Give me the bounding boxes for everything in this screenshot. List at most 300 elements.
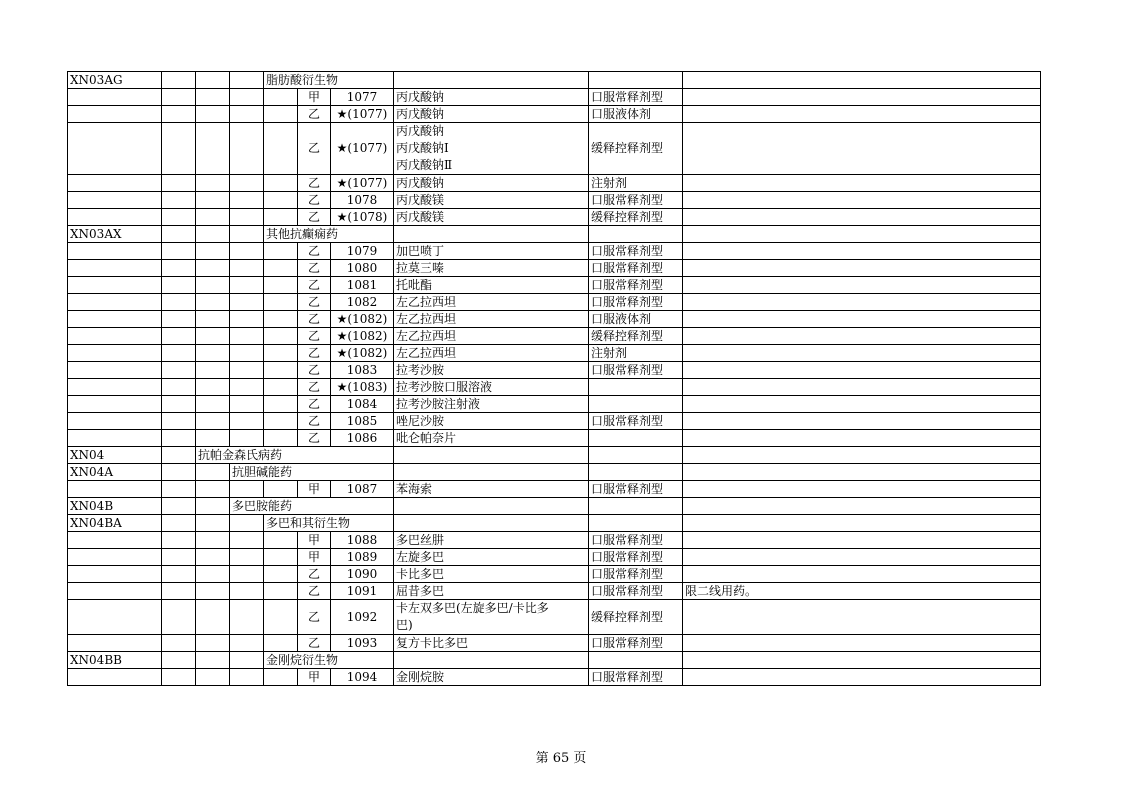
- number-cell: 1083: [331, 362, 394, 379]
- level-cell: [230, 226, 264, 243]
- level-cell: [230, 379, 264, 396]
- code-cell: [68, 192, 162, 209]
- class-cell: 乙: [298, 260, 331, 277]
- level-cell: [230, 549, 264, 566]
- note: [683, 396, 1041, 413]
- number-cell: 1078: [331, 192, 394, 209]
- level-cell: [196, 669, 230, 686]
- drug-row: [68, 328, 1041, 345]
- number-cell: 1088: [331, 532, 394, 549]
- level-cell: [264, 669, 298, 686]
- number-cell: 1079: [331, 243, 394, 260]
- level-cell: [162, 669, 196, 686]
- level-cell: [264, 192, 298, 209]
- note: [683, 430, 1041, 447]
- drug-name: 吡仑帕奈片: [394, 430, 589, 447]
- level-cell: [230, 600, 264, 635]
- drug-name: 左乙拉西坦: [394, 311, 589, 328]
- drug-name: 丙戊酸钠: [394, 175, 589, 192]
- code-cell: XN04: [68, 447, 162, 464]
- dosage-form: [589, 379, 683, 396]
- code-cell: XN04BB: [68, 652, 162, 669]
- level-cell: [162, 635, 196, 652]
- level-cell: [162, 396, 196, 413]
- drug-name-cell: [394, 498, 589, 515]
- level-cell: [196, 549, 230, 566]
- code-cell: [68, 328, 162, 345]
- note: 限二线用药。: [683, 583, 1041, 600]
- level-cell: [196, 652, 230, 669]
- level-cell: [196, 532, 230, 549]
- drug-name: 复方卡比多巴: [394, 635, 589, 652]
- note: [683, 328, 1041, 345]
- drug-name: 苯海索: [394, 481, 589, 498]
- level-cell: [230, 481, 264, 498]
- class-cell: 乙: [298, 345, 331, 362]
- code-cell: [68, 413, 162, 430]
- drug-row: [68, 362, 1041, 379]
- drug-row: [68, 294, 1041, 311]
- level-cell: [264, 106, 298, 123]
- level-cell: [264, 175, 298, 192]
- number-cell: 1094: [331, 669, 394, 686]
- dosage-form: 缓释控释剂型: [589, 209, 683, 226]
- level-cell: [264, 277, 298, 294]
- level-cell: [230, 345, 264, 362]
- level-cell: [162, 89, 196, 106]
- level-cell: [162, 311, 196, 328]
- drug-name: 托吡酯: [394, 277, 589, 294]
- level-cell: [230, 635, 264, 652]
- drug-row: [68, 192, 1041, 209]
- drug-row: [68, 635, 1041, 652]
- level-cell: [162, 175, 196, 192]
- code-cell: XN04A: [68, 464, 162, 481]
- note: [683, 345, 1041, 362]
- code-cell: [68, 106, 162, 123]
- dosage-form: 口服常释剂型: [589, 566, 683, 583]
- level-cell: [162, 277, 196, 294]
- class-cell: 甲: [298, 549, 331, 566]
- level-cell: [196, 209, 230, 226]
- dosage-form: 口服常释剂型: [589, 669, 683, 686]
- category-name: 多巴和其衍生物: [264, 515, 394, 532]
- level-cell: [196, 89, 230, 106]
- note: [683, 243, 1041, 260]
- category-name: 抗胆碱能药: [230, 464, 394, 481]
- number-cell: 1091: [331, 583, 394, 600]
- code-cell: [68, 396, 162, 413]
- drug-name-cell: [394, 226, 589, 243]
- level-cell: [264, 600, 298, 635]
- category-row: [68, 498, 1041, 515]
- drug-row: [68, 669, 1041, 686]
- level-cell: [162, 430, 196, 447]
- level-cell: [162, 379, 196, 396]
- code-cell: XN04B: [68, 498, 162, 515]
- level-cell: [162, 532, 196, 549]
- dosage-form: 口服常释剂型: [589, 481, 683, 498]
- class-cell: 乙: [298, 277, 331, 294]
- dosage-form: 口服液体剂: [589, 106, 683, 123]
- code-cell: XN04BA: [68, 515, 162, 532]
- level-cell: [162, 294, 196, 311]
- note: [683, 669, 1041, 686]
- note: [683, 209, 1041, 226]
- drug-catalog-table: [67, 71, 1041, 686]
- category-name: 其他抗癫痫药: [264, 226, 394, 243]
- drug-name: 拉考沙胺注射液: [394, 396, 589, 413]
- drug-row: [68, 549, 1041, 566]
- code-cell: [68, 277, 162, 294]
- note: [683, 379, 1041, 396]
- level-cell: [264, 123, 298, 175]
- drug-row: [68, 413, 1041, 430]
- drug-name: 多巴丝肼: [394, 532, 589, 549]
- code-cell: [68, 123, 162, 175]
- number-cell: 1093: [331, 635, 394, 652]
- note: [683, 311, 1041, 328]
- drug-row: [68, 277, 1041, 294]
- drug-name: 卡比多巴: [394, 566, 589, 583]
- dosage-form-cell: [589, 652, 683, 669]
- level-cell: [264, 583, 298, 600]
- code-cell: [68, 175, 162, 192]
- level-cell: [196, 294, 230, 311]
- level-cell: [264, 294, 298, 311]
- level-cell: [264, 379, 298, 396]
- level-cell: [162, 72, 196, 89]
- class-cell: 乙: [298, 430, 331, 447]
- dosage-form: 口服常释剂型: [589, 362, 683, 379]
- level-cell: [196, 192, 230, 209]
- dosage-form: [589, 430, 683, 447]
- level-cell: [162, 600, 196, 635]
- drug-row: [68, 243, 1041, 260]
- dosage-form: [589, 396, 683, 413]
- level-cell: [230, 277, 264, 294]
- code-cell: XN03AX: [68, 226, 162, 243]
- level-cell: [162, 243, 196, 260]
- level-cell: [230, 413, 264, 430]
- class-cell: 乙: [298, 413, 331, 430]
- level-cell: [162, 345, 196, 362]
- level-cell: [264, 362, 298, 379]
- drug-name: 左乙拉西坦: [394, 345, 589, 362]
- level-cell: [230, 294, 264, 311]
- level-cell: [196, 345, 230, 362]
- drug-row: [68, 566, 1041, 583]
- class-cell: 乙: [298, 243, 331, 260]
- drug-name-cell: [394, 447, 589, 464]
- note: [683, 260, 1041, 277]
- note: [683, 175, 1041, 192]
- level-cell: [230, 669, 264, 686]
- number-cell: 1082: [331, 294, 394, 311]
- class-cell: 乙: [298, 328, 331, 345]
- number-cell: ★(1077): [331, 106, 394, 123]
- level-cell: [264, 345, 298, 362]
- note: [683, 566, 1041, 583]
- class-cell: 乙: [298, 379, 331, 396]
- drug-row: [68, 396, 1041, 413]
- class-cell: 甲: [298, 532, 331, 549]
- level-cell: [196, 311, 230, 328]
- level-cell: [162, 498, 196, 515]
- note: [683, 277, 1041, 294]
- number-cell: ★(1077): [331, 123, 394, 175]
- level-cell: [230, 260, 264, 277]
- level-cell: [196, 635, 230, 652]
- class-cell: 乙: [298, 635, 331, 652]
- level-cell: [230, 192, 264, 209]
- drug-name: 左乙拉西坦: [394, 294, 589, 311]
- level-cell: [230, 532, 264, 549]
- class-cell: 乙: [298, 311, 331, 328]
- note-cell: [683, 464, 1041, 481]
- level-cell: [264, 635, 298, 652]
- level-cell: [162, 260, 196, 277]
- drug-name: 丙戊酸钠: [394, 89, 589, 106]
- note-cell: [683, 226, 1041, 243]
- code-cell: [68, 311, 162, 328]
- note: [683, 106, 1041, 123]
- dosage-form: 口服常释剂型: [589, 243, 683, 260]
- level-cell: [162, 192, 196, 209]
- number-cell: 1086: [331, 430, 394, 447]
- class-cell: 乙: [298, 362, 331, 379]
- code-cell: [68, 669, 162, 686]
- dosage-form: 口服液体剂: [589, 311, 683, 328]
- level-cell: [264, 481, 298, 498]
- number-cell: 1077: [331, 89, 394, 106]
- level-cell: [230, 209, 264, 226]
- drug-name: 左乙拉西坦: [394, 328, 589, 345]
- code-cell: [68, 294, 162, 311]
- page-number: 第 65 页: [535, 751, 587, 766]
- class-cell: 乙: [298, 123, 331, 175]
- dosage-form: 口服常释剂型: [589, 277, 683, 294]
- note: [683, 532, 1041, 549]
- drug-name: 丙戊酸钠: [394, 106, 589, 123]
- level-cell: [264, 566, 298, 583]
- class-cell: 乙: [298, 175, 331, 192]
- level-cell: [162, 583, 196, 600]
- drug-row: [68, 600, 1041, 635]
- category-row: [68, 447, 1041, 464]
- dosage-form: 缓释控释剂型: [589, 328, 683, 345]
- drug-row: [68, 379, 1041, 396]
- code-cell: [68, 600, 162, 635]
- number-cell: 1080: [331, 260, 394, 277]
- note-cell: [683, 72, 1041, 89]
- drug-row: [68, 481, 1041, 498]
- drug-name-cell: [394, 72, 589, 89]
- drug-name: 丙戊酸镁: [394, 209, 589, 226]
- dosage-form: 缓释控释剂型: [589, 123, 683, 175]
- level-cell: [230, 515, 264, 532]
- code-cell: [68, 532, 162, 549]
- category-name: 抗帕金森氏病药: [196, 447, 394, 464]
- level-cell: [196, 72, 230, 89]
- dosage-form: 口服常释剂型: [589, 532, 683, 549]
- number-cell: 1090: [331, 566, 394, 583]
- category-row: [68, 464, 1041, 481]
- drug-row: [68, 583, 1041, 600]
- level-cell: [196, 277, 230, 294]
- class-cell: 乙: [298, 209, 331, 226]
- drug-name: 丙戊酸钠 丙戊酸钠Ⅰ 丙戊酸钠Ⅱ: [394, 123, 589, 175]
- category-name: 脂肪酸衍生物: [264, 72, 394, 89]
- note: [683, 600, 1041, 635]
- level-cell: [162, 106, 196, 123]
- level-cell: [196, 106, 230, 123]
- level-cell: [230, 430, 264, 447]
- code-cell: [68, 89, 162, 106]
- drug-row: [68, 123, 1041, 175]
- drug-row: [68, 532, 1041, 549]
- category-name: 多巴胺能药: [230, 498, 394, 515]
- note-cell: [683, 498, 1041, 515]
- dosage-form: 口服常释剂型: [589, 192, 683, 209]
- drug-row: [68, 209, 1041, 226]
- level-cell: [230, 566, 264, 583]
- level-cell: [230, 243, 264, 260]
- drug-name: 金刚烷胺: [394, 669, 589, 686]
- level-cell: [196, 362, 230, 379]
- drug-name: 拉考沙胺: [394, 362, 589, 379]
- code-cell: [68, 430, 162, 447]
- level-cell: [230, 652, 264, 669]
- note: [683, 549, 1041, 566]
- dosage-form: 口服常释剂型: [589, 294, 683, 311]
- code-cell: [68, 566, 162, 583]
- dosage-form: 注射剂: [589, 345, 683, 362]
- level-cell: [196, 226, 230, 243]
- note: [683, 123, 1041, 175]
- code-cell: [68, 635, 162, 652]
- code-cell: [68, 209, 162, 226]
- dosage-form: 口服常释剂型: [589, 413, 683, 430]
- note: [683, 294, 1041, 311]
- category-row: [68, 652, 1041, 669]
- level-cell: [264, 243, 298, 260]
- level-cell: [264, 549, 298, 566]
- drug-row: [68, 311, 1041, 328]
- level-cell: [264, 532, 298, 549]
- number-cell: 1084: [331, 396, 394, 413]
- class-cell: 乙: [298, 106, 331, 123]
- number-cell: 1085: [331, 413, 394, 430]
- level-cell: [264, 209, 298, 226]
- level-cell: [196, 515, 230, 532]
- level-cell: [162, 328, 196, 345]
- code-cell: [68, 549, 162, 566]
- class-cell: 甲: [298, 669, 331, 686]
- code-cell: XN03AG: [68, 72, 162, 89]
- drug-name: 拉考沙胺口服溶液: [394, 379, 589, 396]
- dosage-form-cell: [589, 498, 683, 515]
- level-cell: [230, 89, 264, 106]
- level-cell: [196, 396, 230, 413]
- level-cell: [162, 226, 196, 243]
- class-cell: 乙: [298, 600, 331, 635]
- drug-row: [68, 430, 1041, 447]
- code-cell: [68, 481, 162, 498]
- level-cell: [264, 396, 298, 413]
- drug-row: [68, 345, 1041, 362]
- level-cell: [196, 328, 230, 345]
- number-cell: 1092: [331, 600, 394, 635]
- level-cell: [162, 515, 196, 532]
- dosage-form: 注射剂: [589, 175, 683, 192]
- drug-name: 左旋多巴: [394, 549, 589, 566]
- level-cell: [264, 413, 298, 430]
- category-row: [68, 515, 1041, 532]
- drug-name: 屈昔多巴: [394, 583, 589, 600]
- level-cell: [230, 175, 264, 192]
- dosage-form: 口服常释剂型: [589, 89, 683, 106]
- drug-name-cell: [394, 515, 589, 532]
- level-cell: [196, 379, 230, 396]
- note: [683, 413, 1041, 430]
- dosage-form: 缓释控释剂型: [589, 600, 683, 635]
- number-cell: 1087: [331, 481, 394, 498]
- level-cell: [264, 89, 298, 106]
- class-cell: 乙: [298, 566, 331, 583]
- class-cell: 乙: [298, 396, 331, 413]
- drug-row: [68, 260, 1041, 277]
- drug-row: [68, 89, 1041, 106]
- dosage-form-cell: [589, 72, 683, 89]
- code-cell: [68, 583, 162, 600]
- level-cell: [264, 430, 298, 447]
- level-cell: [230, 311, 264, 328]
- drug-name: 丙戊酸镁: [394, 192, 589, 209]
- level-cell: [230, 106, 264, 123]
- level-cell: [196, 481, 230, 498]
- drug-name: 加巴喷丁: [394, 243, 589, 260]
- note: [683, 362, 1041, 379]
- note: [683, 89, 1041, 106]
- level-cell: [162, 566, 196, 583]
- code-cell: [68, 260, 162, 277]
- dosage-form: 口服常释剂型: [589, 635, 683, 652]
- level-cell: [196, 430, 230, 447]
- dosage-form-cell: [589, 515, 683, 532]
- level-cell: [196, 260, 230, 277]
- level-cell: [162, 652, 196, 669]
- level-cell: [162, 209, 196, 226]
- level-cell: [196, 583, 230, 600]
- level-cell: [162, 447, 196, 464]
- level-cell: [196, 464, 230, 481]
- category-name: 金刚烷衍生物: [264, 652, 394, 669]
- level-cell: [162, 549, 196, 566]
- level-cell: [196, 123, 230, 175]
- drug-name: 唑尼沙胺: [394, 413, 589, 430]
- level-cell: [230, 362, 264, 379]
- level-cell: [196, 243, 230, 260]
- level-cell: [196, 175, 230, 192]
- dosage-form-cell: [589, 464, 683, 481]
- drug-name-cell: [394, 652, 589, 669]
- number-cell: ★(1078): [331, 209, 394, 226]
- note: [683, 192, 1041, 209]
- number-cell: ★(1082): [331, 345, 394, 362]
- note-cell: [683, 447, 1041, 464]
- class-cell: 甲: [298, 89, 331, 106]
